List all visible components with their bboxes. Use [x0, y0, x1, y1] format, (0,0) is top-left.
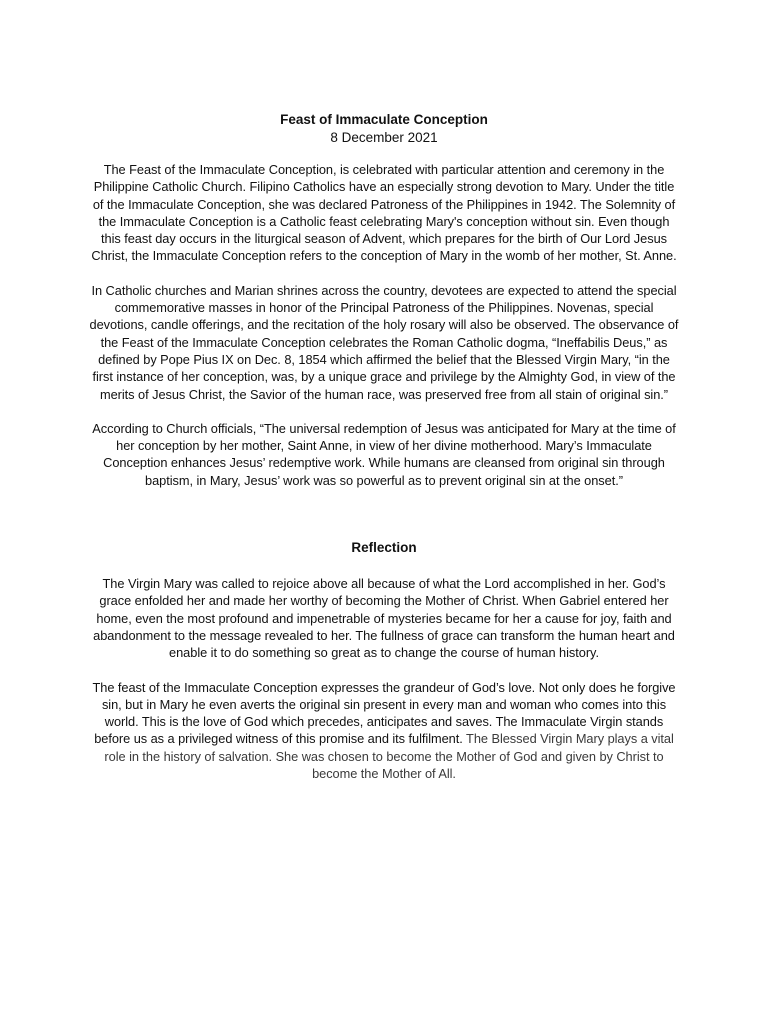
document-date: 8 December 2021 [330, 130, 438, 145]
reflection-paragraph-2-main: The feast of the Immaculate Conception expresses the grandeur of God’s love. Not only does he forgive sin, but in Mary he even averts the original sin present in every man and woman who comes into this world. This is the love of God which precedes, anticipates and saves. The Immaculate Virgin stands before us as a privileged witness of this promise and its fulfilment. [92, 679, 676, 747]
intro-paragraph-3: According to Church officials, “The universal redemption of Jesus was anticipated for Mary at the time of her conception by her mother, Saint Anne, in view of her divine motherhood. Mary’s Immaculate Conception enhances Jesus’ redemptive work. While humans are cleansed from original sin through baptism, in Mary, Jesus’ work was so powerful as to prevent original sin at the onset.” [92, 420, 676, 488]
document-title: Feast of Immaculate Conception [280, 112, 488, 127]
intro-paragraph-1: The Feast of the Immaculate Conception, is celebrated with particular attention and ceremony in the Philippine Catholic Church. Filipino Catholics have an especially strong devotion to Mary. Under the title of the Immaculate Conception, she was declared Patroness of the Philippines in 1942. The Solemnity of the Immaculate Conception is a Catholic feast celebrating Mary's conception without sin. Even though this feast day occurs in the liturgical season of Advent, which prepares for the birth of Our Lord Jesus Christ, the Immaculate Conception refers to the conception of Mary in the womb of her mother, St. Anne. [91, 162, 677, 264]
reflection-paragraph-1: The Virgin Mary was called to rejoice above all because of what the Lord accomplished in her. God’s grace enfolded her and made her worthy of becoming the Mother of Christ. When Gabriel entered her home, even the most profound and impenetrable of mysteries became for her a cause for joy, faith and abandonment to the message revealed to her. The fullness of grace can transform the human heart and enable it to do something so great as to change the course of human history. [93, 576, 675, 661]
reflection-heading: Reflection [351, 540, 417, 556]
document-page [88, 111, 680, 799]
reflection-paragraph-2-tail: The Blessed Virgin Mary plays a vital role in the history of salvation. She was chosen to become the Mother of God and given by Christ to become the Mother of All. [104, 731, 674, 782]
reflection-paragraph-2 [88, 679, 680, 783]
intro-paragraph-2: In Catholic churches and Marian shrines across the country, devotees are expected to attend the special commemorative masses in honor of the Principal Patroness of the Philippines. Novenas, special devotions, candle offerings, and the recitation of the holy rosary will also be observed. The observance of the Feast of the Immaculate Conception celebrates the Roman Catholic dogma, “Ineffabilis Deus,” as defined by Pope Pius IX on Dec. 8, 1854 which affirmed the belief that the Blessed Virgin Mary, “in the first instance of her conception, was, by a unique grace and privilege by the Almighty God, in view of the merits of Jesus Christ, the Savior of the human race, was preserved free from all stain of original sin.” [89, 282, 679, 402]
